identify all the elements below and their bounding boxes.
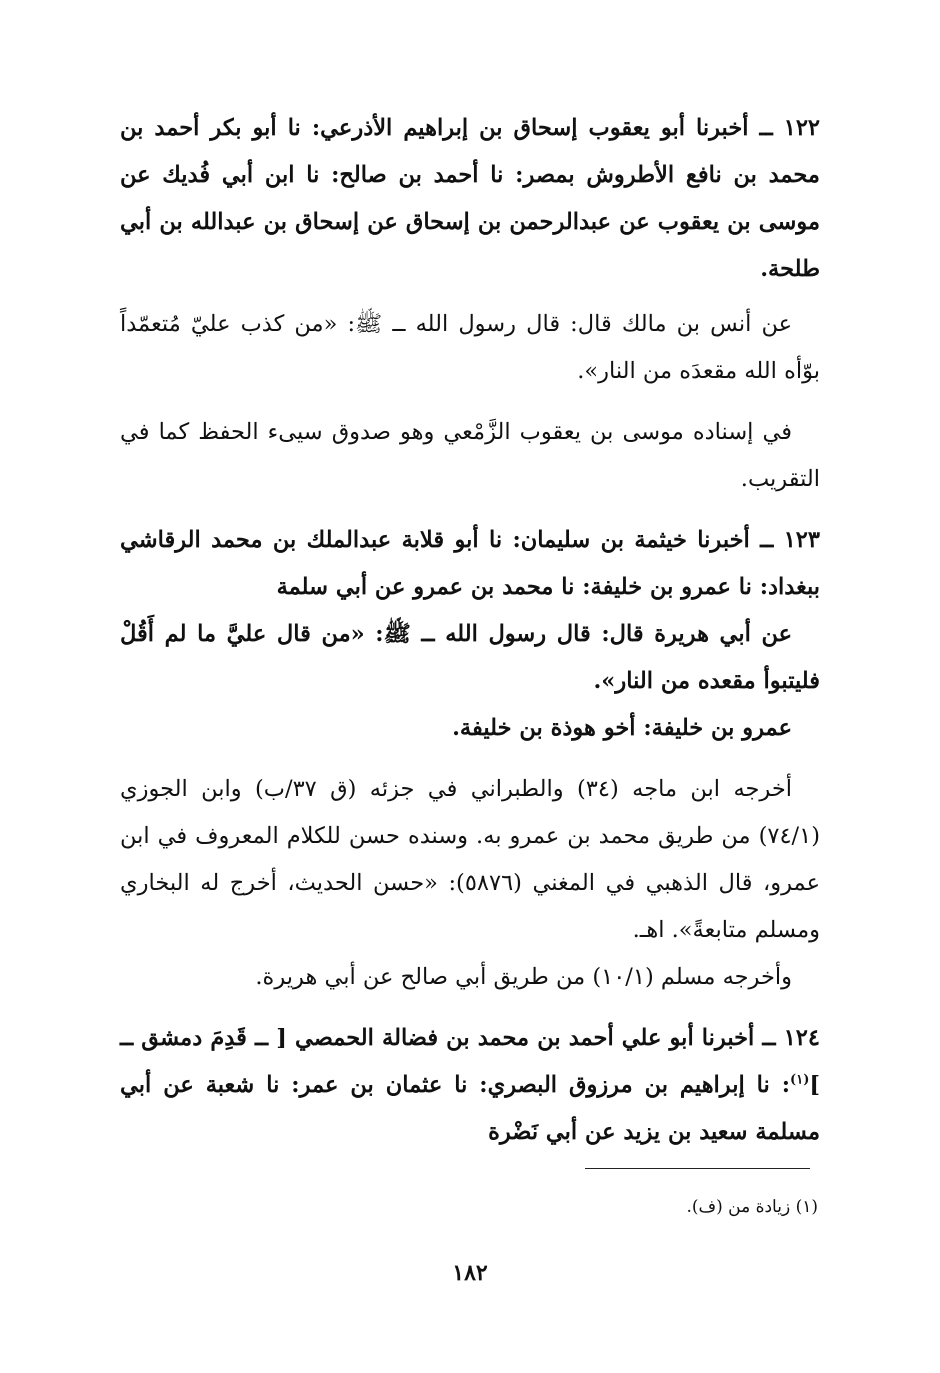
hadith-123-commentary-2: وأخرجه مسلم (١٠/١) من طريق أبي صالح عن أبي هريرة. (255, 964, 792, 990)
hadith-123-note: عمرو بن خليفة: أخو هوذة بن خليفة. (452, 715, 792, 741)
hadith-122-commentary: في إسناده موسى بن يعقوب الزَّمْعي وهو صدوق سيىء الحفظ كما في التقريب. (120, 419, 820, 492)
hadith-124-isnad-part2: : نا إبراهيم بن مرزوق البصري: نا عثمان بن عمر: نا شعبة عن أبي مسلمة سعيد بن يزيد عن أبي نَضْرة (120, 1072, 820, 1145)
hadith-123-matn: عن أبي هريرة قال: قال رسول الله ــ ﷺ: «من قال عليَّ ما لم أَقُلْ فليتبوأ مقعده من النار». (120, 621, 820, 694)
page-number: ١٨٢ (452, 1260, 488, 1286)
hadith-122-matn: عن أنس بن مالك قال: قال رسول الله ــ ﷺ: «من كذب عليّ مُتعمّداً بوّأه الله مقعدَه من النار». (120, 311, 820, 384)
footnote-divider (585, 1168, 810, 1169)
hadith-124-isnad (120, 1015, 820, 1156)
page-body (120, 105, 820, 1156)
footnote-1: (١) زيادة من (ف). (686, 1197, 818, 1217)
hadith-124-number: ١٢٤ (783, 1025, 820, 1051)
hadith-123-commentary: أخرجه ابن ماجه (٣٤) والطبراني في جزئه (ق ٣٧/ب) وابن الجوزي (٧٤/١) من طريق محمد بن عمرو به. وسنده حسن للكلام المعروف في ابن عمرو، قال الذهبي في المغني (٥٨٧٦): «حسن الحديث، أخرج له البخاري ومسلم متابعةً». اهـ. (120, 776, 820, 943)
hadith-123-number: ١٢٣ (783, 527, 820, 553)
hadith-122-number: ١٢٢ (783, 115, 820, 141)
hadith-122-isnad (120, 105, 820, 293)
hadith-124-isnad-part1: ــ أخبرنا أبو علي أحمد بن محمد بن فضالة الحمصي [ ــ قَدِمَ دمشق ــ ] (120, 1025, 820, 1098)
hadith-123-isnad-text: ــ أخبرنا خيثمة بن سليمان: نا أبو قلابة عبدالملك بن محمد الرقاشي ببغداد: نا عمرو بن خليفة: نا محمد بن عمرو عن أبي سلمة (120, 527, 820, 600)
footnote-ref[interactable]: (١) (790, 1072, 810, 1088)
hadith-123-isnad (120, 517, 820, 611)
hadith-122-isnad-text: ــ أخبرنا أبو يعقوب إسحاق بن إبراهيم الأذرعي: نا أبو بكر أحمد بن محمد بن نافع الأطروش بمصر: نا أحمد بن صالح: نا ابن أبي فُديك عن موسى بن يعقوب عن عبدالرحمن بن إسحاق عن إسحاق بن عبدالله بن أبي طلحة. (120, 115, 820, 282)
